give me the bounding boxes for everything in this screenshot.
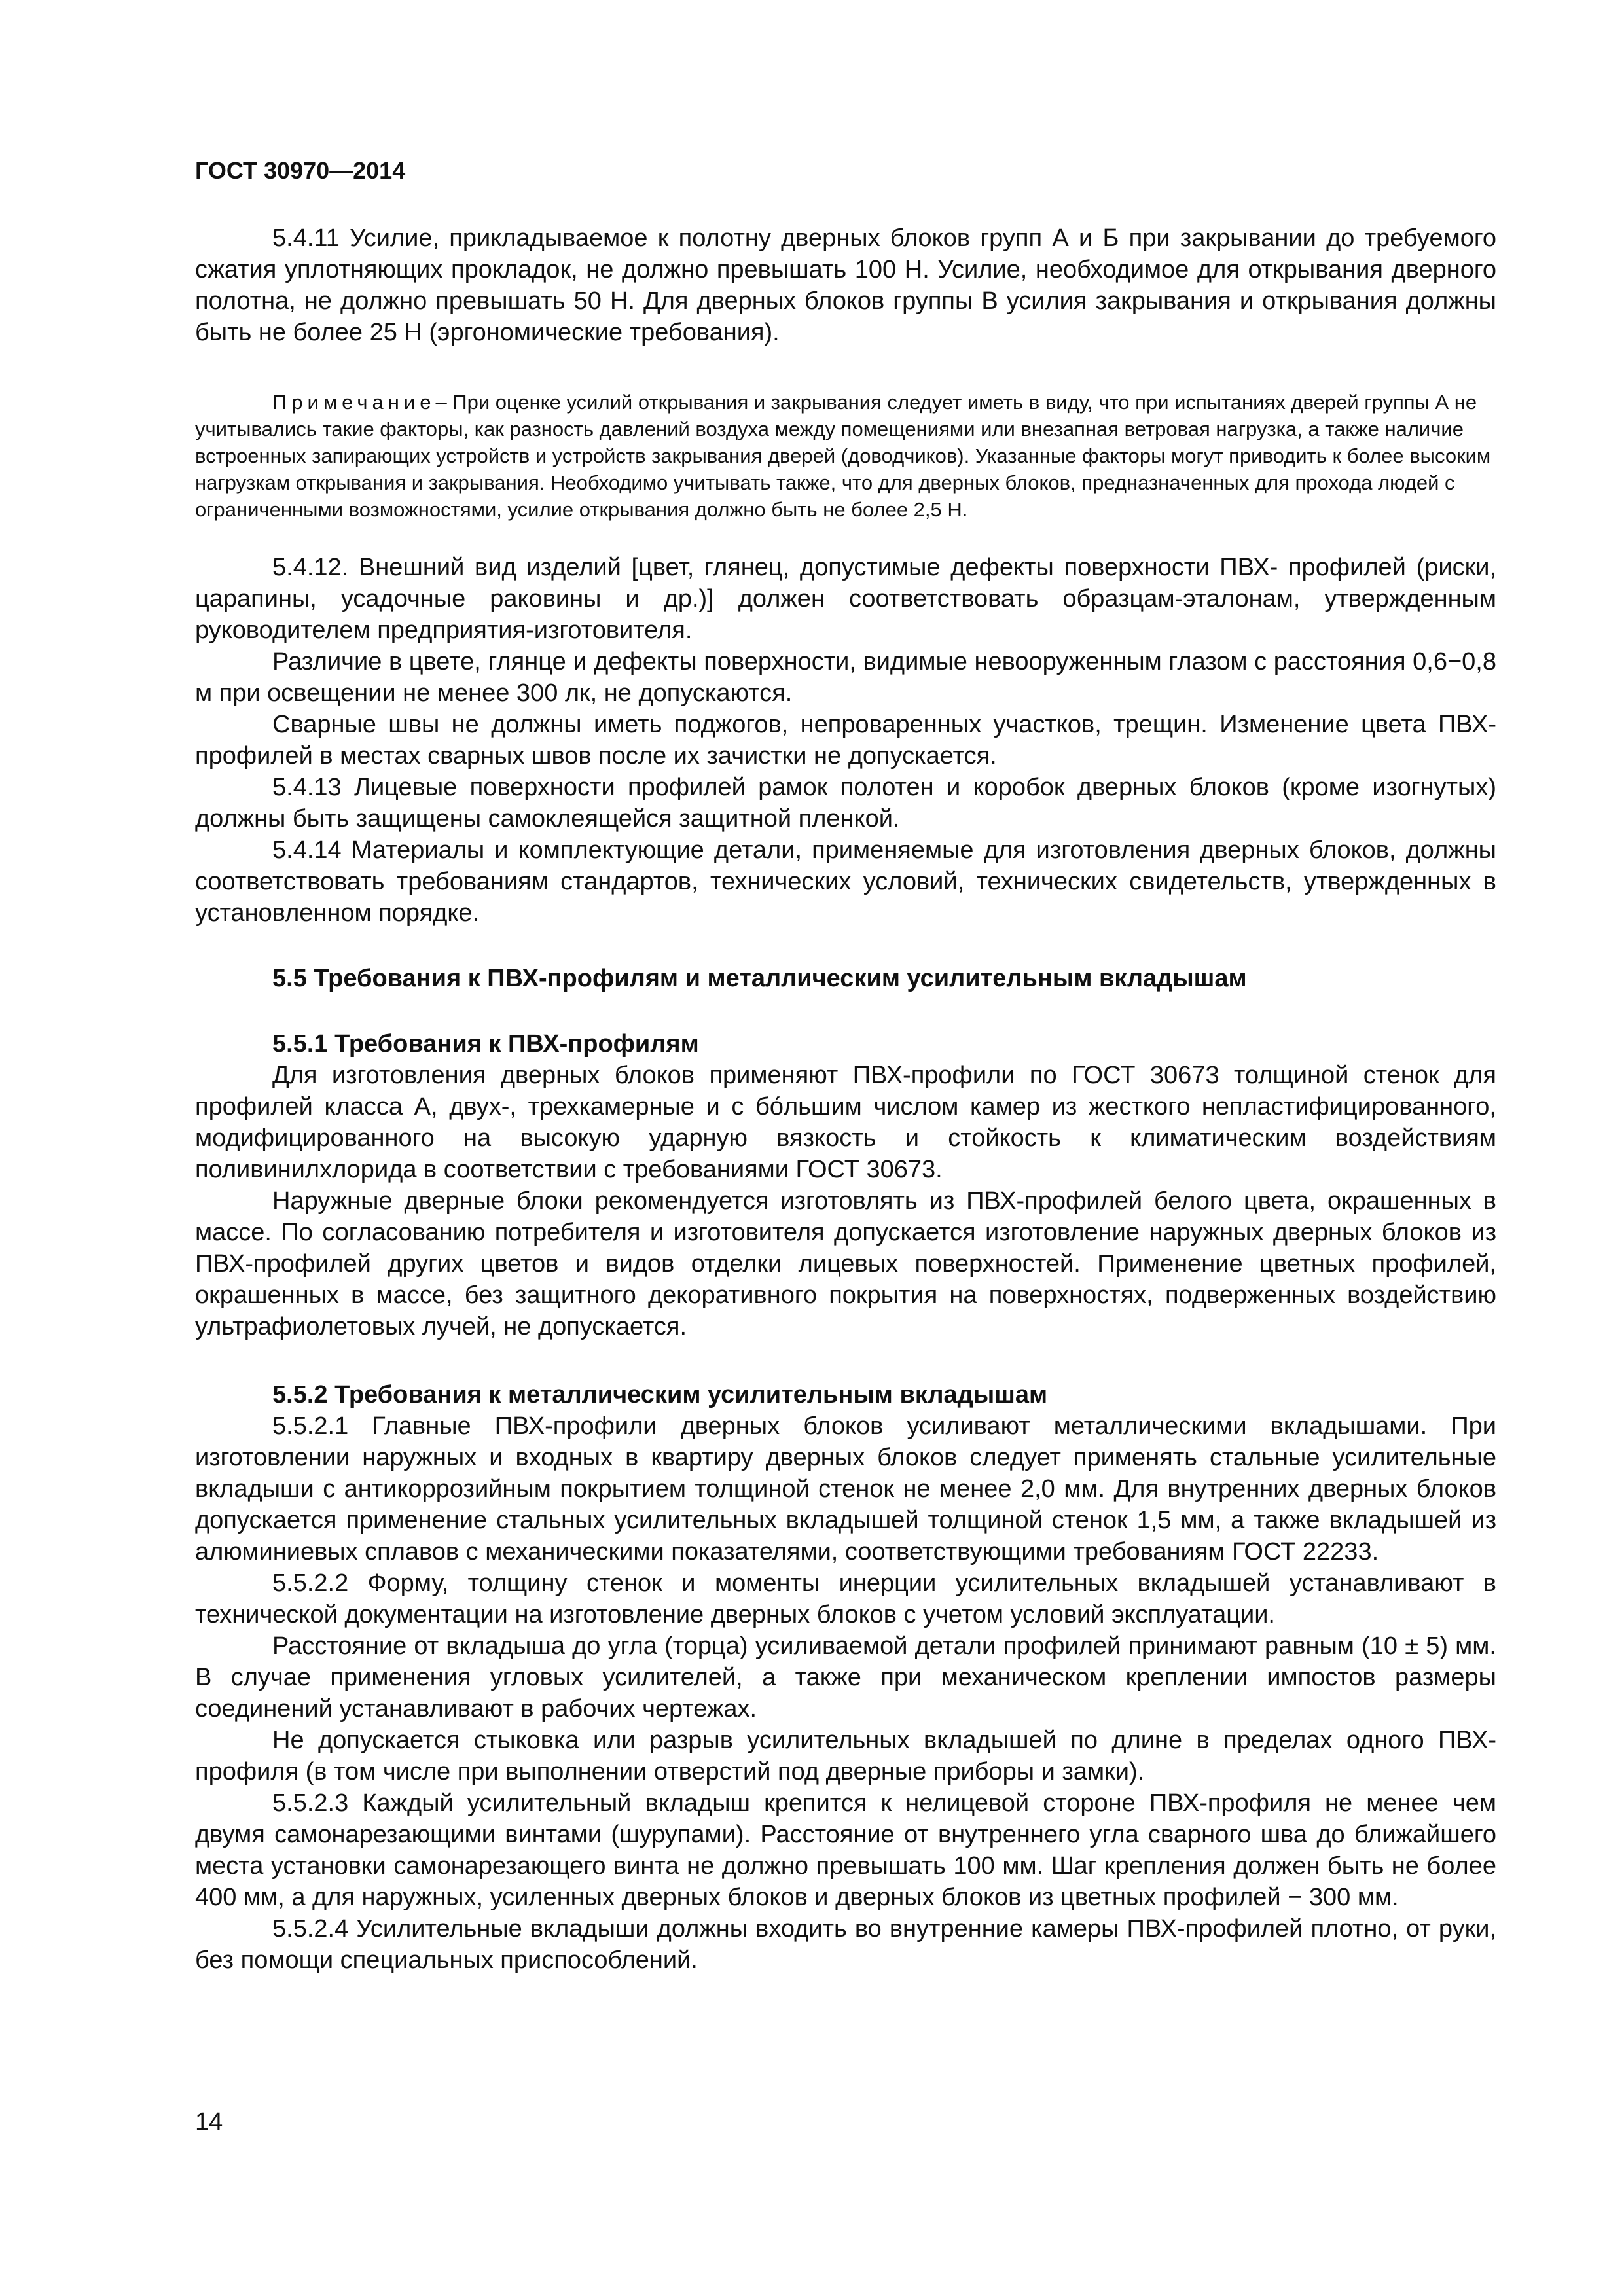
note bbox=[195, 389, 1496, 523]
paragraph-distance: Расстояние от вкладыша до угла (торца) усиливаемой детали профилей принимают равным (10 ± 5) мм. В случае применения угловых усилителей, а также при механическом креплении импостов размеры соединений устанавливают в рабочих чертежах. bbox=[195, 1632, 1496, 1723]
subsection-heading-5-5-1: 5.5.1 Требования к ПВХ-профилям bbox=[272, 1030, 699, 1058]
subsection-heading-5-5-2: 5.5.2 Требования к металлическим усилительным вкладышам bbox=[272, 1381, 1048, 1408]
paragraph-color-difference: Различие в цвете, глянце и дефекты поверхности, видимые невооруженным глазом с расстояния 0,6−0,8 м при освещении не менее 300 лк, не допускаются. bbox=[195, 648, 1496, 707]
clause-5-5-2-4: 5.5.2.4 Усилительные вкладыши должны входить во внутренние камеры ПВХ-профилей плотно, от руки, без помощи специальных приспособлений. bbox=[195, 1915, 1496, 1974]
clause-5-5-2-2: 5.5.2.2 Форму, толщину стенок и моменты инерции усилительных вкладышей устанавливают в технической документации на изготовление дверных блоков с учетом условий эксплуатации. bbox=[195, 1570, 1496, 1628]
clause-5-5-1-b: Наружные дверные блоки рекомендуется изготовлять из ПВХ-профилей белого цвета, окрашенных в массе. По согласованию потребителя и изготовителя допускается изготовление наружных дверных блоков из ПВХ-профилей других цветов и видов отделки лицевых поверхностей. Применение цветных профилей, окрашенных в массе, без защитного декоративного покрытия на поверхностях, подверженных воздействию ультрафиолетовых лучей, не допускается. bbox=[195, 1187, 1496, 1340]
clause-5-4-13: 5.4.13 Лицевые поверхности профилей рамок полотен и коробок дверных блоков (кроме изогнутых) должны быть защищены самоклеящейся защитной пленкой. bbox=[195, 774, 1496, 833]
page-number: 14 bbox=[195, 2108, 223, 2136]
paragraph-no-joint: Не допускается стыковка или разрыв усилительных вкладышей по длине в пределах одного ПВХ-профиля (в том числе при выполнении отверстий под дверные приборы и замки). bbox=[195, 1727, 1496, 1785]
paragraph-welds: Сварные швы не должны иметь поджогов, непроваренных участков, трещин. Изменение цвета ПВХ-профилей в местах сварных швов после их зачистки не допускается. bbox=[195, 711, 1496, 770]
text-column bbox=[195, 149, 1496, 1976]
clause-5-5-1-a: Для изготовления дверных блоков применяют ПВХ-профили по ГОСТ 30673 толщиной стенок для профилей класса А, двух-, трехкамерные и с бо́льшим числом камер из жесткого непластифицированного, модифицированного на высокую ударную вязкость и стойкость к климатическим воздействиям поливинилхлорида в соответствии с требованиями ГОСТ 30673. bbox=[195, 1062, 1496, 1183]
note-label: Примечание bbox=[272, 391, 436, 414]
clause-5-4-11: 5.4.11 Усилие, прикладываемое к полотну дверных блоков групп А и Б при закрывании до требуемого сжатия уплотняющих прокладок, не должно превышать 100 Н. Усилие, необходимое для открывания дверного полотна, не должно превышать 50 Н. Для дверных блоков группы В усилия закрывания и открывания должны быть не более 25 Н (эргономические требования). bbox=[195, 224, 1496, 346]
clause-5-4-12: 5.4.12. Внешний вид изделий [цвет, глянец, допустимые дефекты поверхности ПВХ- профилей (риски, царапины, усадочные раковины и др.)] должен соответствовать образцам-эталонам, утвержденным руководителем предприятия-изготовителя. bbox=[195, 554, 1496, 644]
section-heading-5-5: 5.5 Требования к ПВХ-профилям и металлическим усилительным вкладышам bbox=[272, 965, 1247, 992]
clause-5-5-2-3: 5.5.2.3 Каждый усилительный вкладыш крепится к нелицевой стороне ПВХ-профиля не менее чем двумя самонарезающими винтами (шурупами). Расстояние от внутреннего угла сварного шва до ближайшего места установки самонарезающего винта не должно превышать 100 мм. Шаг крепления должен быть не более 400 мм, а для наружных, усиленных дверных блоков и дверных блоков из цветных профилей − 300 мм. bbox=[195, 1789, 1496, 1911]
document-id: ГОСТ 30970—2014 bbox=[195, 157, 406, 184]
clause-5-4-14: 5.4.14 Материалы и комплектующие детали, применяемые для изготовления дверных блоков, должны соответствовать требованиям стандартов, технических условий, технических свидетельств, утвержденных в установленном порядке. bbox=[195, 836, 1496, 927]
note-text: – При оценке усилий открывания и закрывания следует иметь в виду, что при испытаниях дверей группы А не учитывались такие факторы, как разность давлений воздуха между помещениями или внезапная ветровая нагрузка, а также наличие встроенных запирающих устройств и устройств закрывания дверей (доводчиков). Указанные факторы могут приводить к более высоким нагрузкам открывания и закрывания. Необходимо учитывать также, что для дверных блоков, предназначенных для прохода людей с ограниченными возможностями, усилие открывания должно быть не более 2,5 Н. bbox=[195, 391, 1491, 521]
clause-5-5-2-1: 5.5.2.1 Главные ПВХ-профили дверных блоков усиливают металлическими вкладышами. При изготовлении наружных и входных в квартиру дверных блоков следует применять стальные усилительные вкладыши с антикоррозийным покрытием толщиной стенок не менее 2,0 мм. Для внутренних дверных блоков допускается применение стальных усилительных вкладышей толщиной стенок 1,5 мм, а также вкладышей из алюминиевых сплавов с механическими показателями, соответствующими требованиям ГОСТ 22233. bbox=[195, 1412, 1496, 1566]
